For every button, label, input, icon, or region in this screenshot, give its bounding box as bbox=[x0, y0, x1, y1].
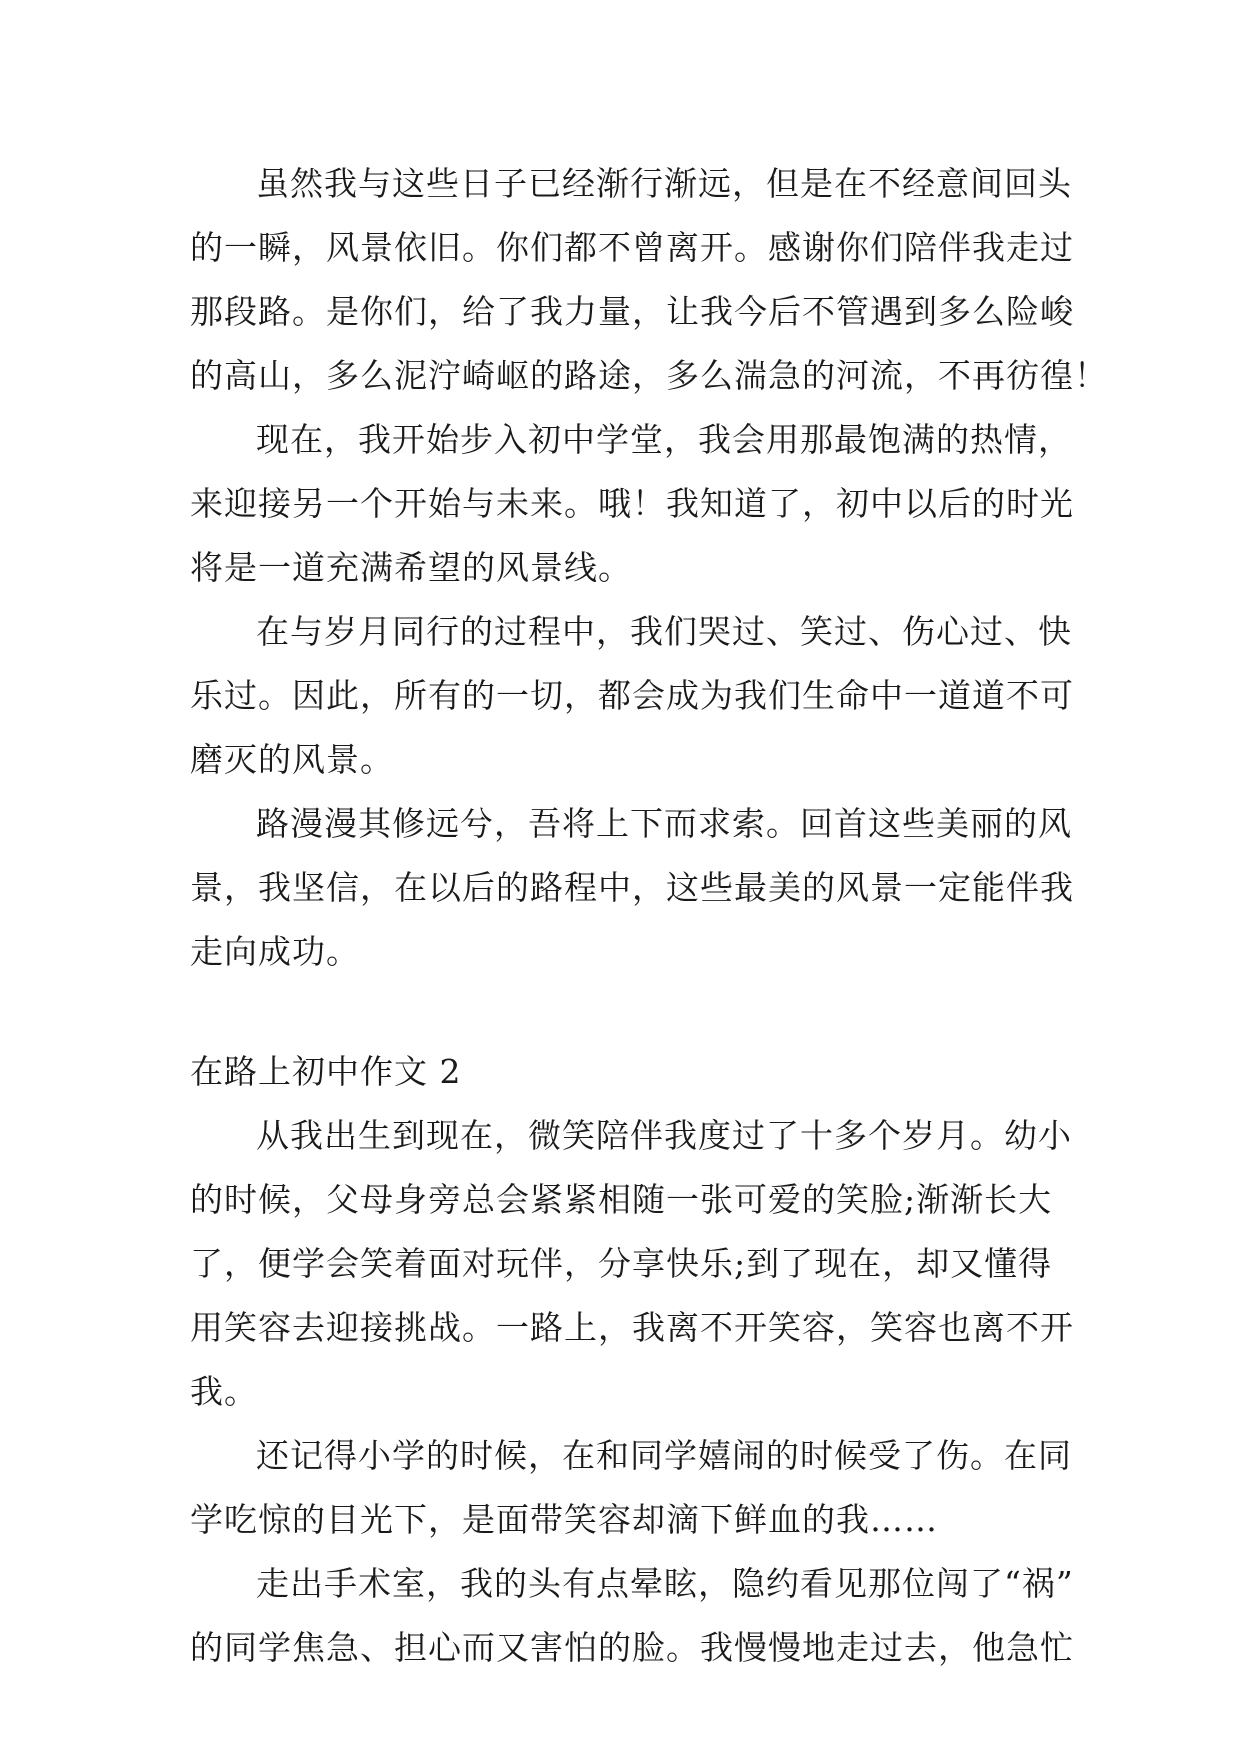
paragraph bbox=[190, 600, 1074, 792]
paragraph bbox=[190, 152, 1108, 408]
paragraph bbox=[190, 792, 1074, 984]
text-line: 从我出生到现在，微笑陪伴我度过了十多个岁月。幼小 bbox=[256, 1116, 1072, 1155]
paragraph bbox=[190, 408, 1074, 600]
text-line: 的高山，多么泥泞崎岖的路途，多么湍急的河流，不再彷徨！ bbox=[190, 356, 1108, 395]
text-line: 乐过。因此，所有的一切，都会成为我们生命中一道道不可 bbox=[190, 676, 1074, 715]
text-line: 走出手术室，我的头有点晕眩，隐约看见那位闯了“祸” bbox=[256, 1564, 1074, 1603]
text-line: 将是一道充满希望的风景线。 bbox=[190, 548, 632, 587]
text-line: 景，我坚信，在以后的路程中，这些最美的风景一定能伴我 bbox=[190, 868, 1074, 907]
text-line: 走向成功。 bbox=[190, 932, 360, 971]
paragraph bbox=[190, 1104, 1074, 1424]
document-body bbox=[190, 152, 1108, 1680]
text-line: 的一瞬，风景依旧。你们都不曾离开。感谢你们陪伴我走过 bbox=[190, 228, 1074, 267]
text-line: 现在，我开始步入初中学堂，我会用那最饱满的热情， bbox=[256, 420, 1072, 459]
text-line: 的时候，父母身旁总会紧紧相随一张可爱的笑脸;渐渐长大 bbox=[190, 1180, 1053, 1219]
text-line: 在与岁月同行的过程中，我们哭过、笑过、伤心过、快 bbox=[256, 612, 1072, 651]
text-line: 我。 bbox=[190, 1372, 258, 1411]
text-line: 学吃惊的目光下，是面带笑容却滴下鲜血的我…… bbox=[190, 1500, 938, 1539]
text-line: 路漫漫其修远兮，吾将上下而求索。回首这些美丽的风 bbox=[256, 804, 1072, 843]
text-line: 还记得小学的时候，在和同学嬉闹的时候受了伤。在同 bbox=[256, 1436, 1072, 1475]
text-line: 用笑容去迎接挑战。一路上，我离不开笑容，笑容也离不开 bbox=[190, 1308, 1074, 1347]
text-line: 的同学焦急、担心而又害怕的脸。我慢慢地走过去，他急忙 bbox=[190, 1628, 1074, 1667]
text-line: 来迎接另一个开始与未来。哦！我知道了，初中以后的时光 bbox=[190, 484, 1074, 523]
paragraph bbox=[190, 1424, 1070, 1552]
text-line: 了，便学会笑着面对玩伴，分享快乐;到了现在，却又懂得 bbox=[190, 1244, 1053, 1283]
paragraph bbox=[190, 1552, 1074, 1680]
text-line: 磨灭的风景。 bbox=[190, 740, 394, 779]
text-line: 虽然我与这些日子已经渐行渐远，但是在不经意间回头 bbox=[256, 164, 1072, 203]
text-line: 那段路。是你们，给了我力量，让我今后不管遇到多么险峻 bbox=[190, 292, 1074, 331]
section-heading: 在路上初中作文 2 bbox=[190, 1052, 462, 1091]
